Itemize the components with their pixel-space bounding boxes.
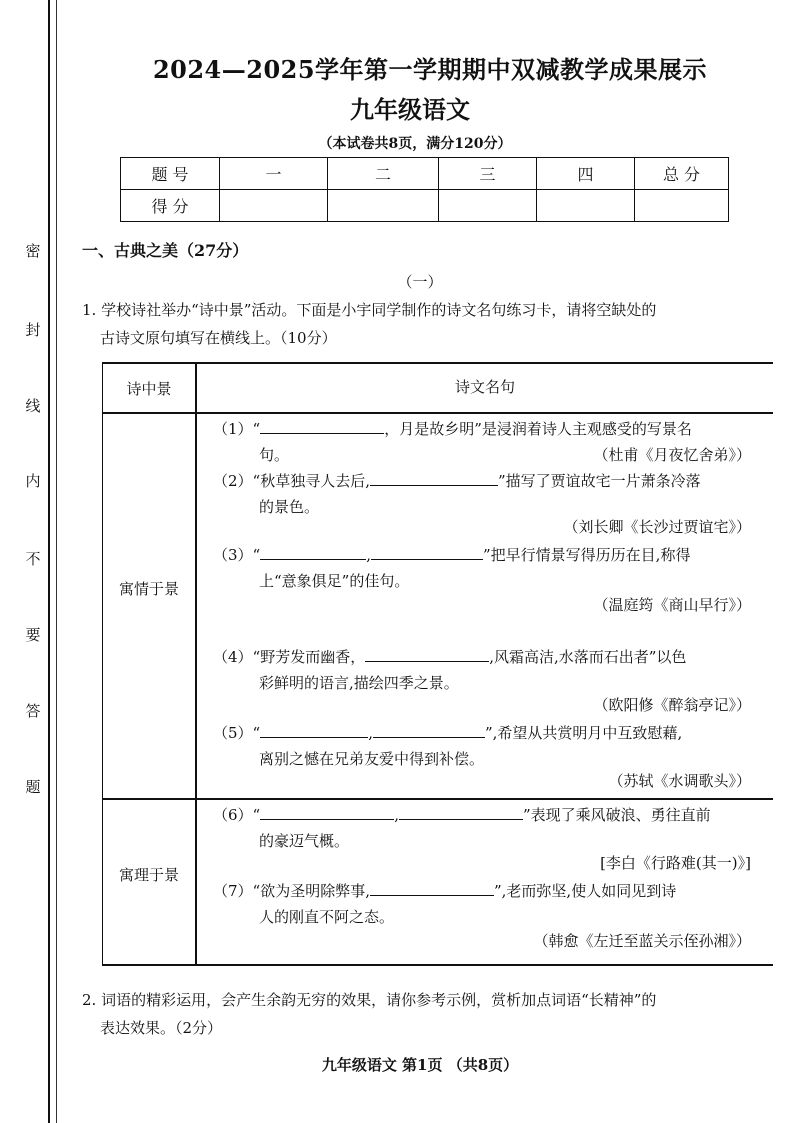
score-cell[interactable] (635, 190, 729, 222)
poem-item-2: （2）“秋草独寻人去后, ”描写了贾谊故宅一片萧条冷落 的景色。 (213, 468, 773, 520)
seal-char: 线 (25, 397, 41, 415)
score-header-cell: 二 (328, 158, 439, 190)
seal-char: 题 (25, 778, 41, 796)
answer-blank[interactable] (260, 721, 368, 738)
score-header-cell: 题 号 (121, 158, 220, 190)
answer-blank[interactable] (373, 721, 485, 738)
poem-item-7: （7）“欲为圣明除弊事, ”,老而弥坚,使人如同见到诗 人的刚直不阿之态。 (213, 878, 773, 930)
table-group-divider (103, 798, 196, 800)
seal-char: 内 (25, 472, 41, 490)
score-table-score-row (121, 190, 729, 222)
score-cell[interactable] (328, 190, 439, 222)
answer-blank[interactable] (260, 417, 384, 434)
question-1-prompt (82, 296, 772, 352)
table-header-divider (103, 412, 773, 414)
score-header-cell: 四 (537, 158, 635, 190)
column-header-scene: 诗中景 (126, 380, 172, 398)
poem-source: （韩愈《左迁至蓝关示侄孙湘》） (533, 932, 751, 950)
score-header-cell: 三 (439, 158, 537, 190)
answer-blank[interactable] (365, 645, 489, 662)
poem-item-4: （4）“野芳发而幽香， ,风霜高洁,水落而石出者”以色 彩鲜明的语言,描绘四季之景。 (213, 644, 773, 696)
score-cell[interactable] (220, 190, 328, 222)
section-heading: 一、古典之美（27分） (82, 241, 249, 260)
poem-item-5: （5）“ , ”,希望从共赏明月中互致慰藉, 离别之憾在兄弟友爱中得到补偿。 (213, 720, 773, 772)
poem-source: （欧阳修《醉翁亭记》） (593, 696, 751, 714)
question-2-line: 表达效果。（2分） (100, 1019, 223, 1037)
exam-note: （本试卷共8页，满分120分） (318, 136, 512, 152)
poem-item-3: （3）“ , ”把早行情景写得历历在目,称得 上“意象俱足”的佳句。 (213, 542, 773, 594)
question-2-line: 2. 词语的精彩运用，会产生余韵无穷的效果，请你参考示例，赏析加点词语“长精神”的 (82, 991, 657, 1009)
answer-blank[interactable] (371, 543, 483, 560)
page-footer: 九年级语文 第1页 （共8页） (321, 1056, 519, 1074)
exam-title: 2024—2025学年第一学期期中双减教学成果展示 (152, 55, 708, 84)
score-table-header-row (121, 158, 729, 190)
poem-source: [李白《行路难(其一)》] (600, 854, 751, 872)
poem-source: （杜甫《月夜忆舍弟》） (593, 446, 751, 464)
answer-blank[interactable] (399, 803, 523, 820)
seal-char: 不 (25, 550, 41, 568)
question-2-prompt (82, 986, 772, 1042)
seal-char: 答 (25, 702, 41, 720)
answer-blank[interactable] (370, 469, 498, 486)
score-cell[interactable] (439, 190, 537, 222)
score-table (120, 157, 729, 222)
column-header-lines: 诗文名句 (454, 378, 515, 396)
binding-line-inner (56, 0, 57, 1123)
question-1-line: 古诗文原句填写在横线上。（10分） (100, 329, 337, 347)
score-header-cell: 一 (220, 158, 328, 190)
table-group-divider (195, 798, 773, 800)
group-label-emotion: 寓情于景 (118, 580, 179, 598)
answer-blank[interactable] (260, 543, 366, 560)
seal-char: 封 (25, 321, 41, 339)
question-1-line: 1. 学校诗社举办“诗中景”活动。下面是小宇同学制作的诗文名句练习卡，请将空缺处的 (82, 301, 657, 319)
seal-char: 要 (25, 626, 41, 644)
poem-source: （刘长卿《长沙过贾谊宅》） (563, 518, 751, 536)
table-column-divider (195, 364, 197, 964)
score-header-cell: 总 分 (635, 158, 729, 190)
poem-item-6: （6）“ , ”表现了乘风破浪、勇往直前 的豪迈气概。 (213, 802, 773, 854)
poem-item-1: （1）“ ，月是故乡明”是浸润着诗人主观感受的写景名 句。 (213, 416, 773, 468)
poem-table (102, 362, 773, 966)
poem-source: （苏轼《水调歌头》） (608, 772, 751, 790)
part-heading: （一） (397, 273, 443, 291)
answer-blank[interactable] (370, 879, 494, 896)
score-row-label: 得 分 (121, 190, 220, 222)
seal-char: 密 (25, 242, 41, 260)
score-cell[interactable] (537, 190, 635, 222)
binding-line (48, 0, 50, 1123)
answer-blank[interactable] (260, 803, 394, 820)
group-label-reason: 寓理于景 (118, 866, 179, 884)
poem-source: （温庭筠《商山早行》） (593, 596, 751, 614)
exam-subject: 九年级语文 (350, 95, 470, 124)
